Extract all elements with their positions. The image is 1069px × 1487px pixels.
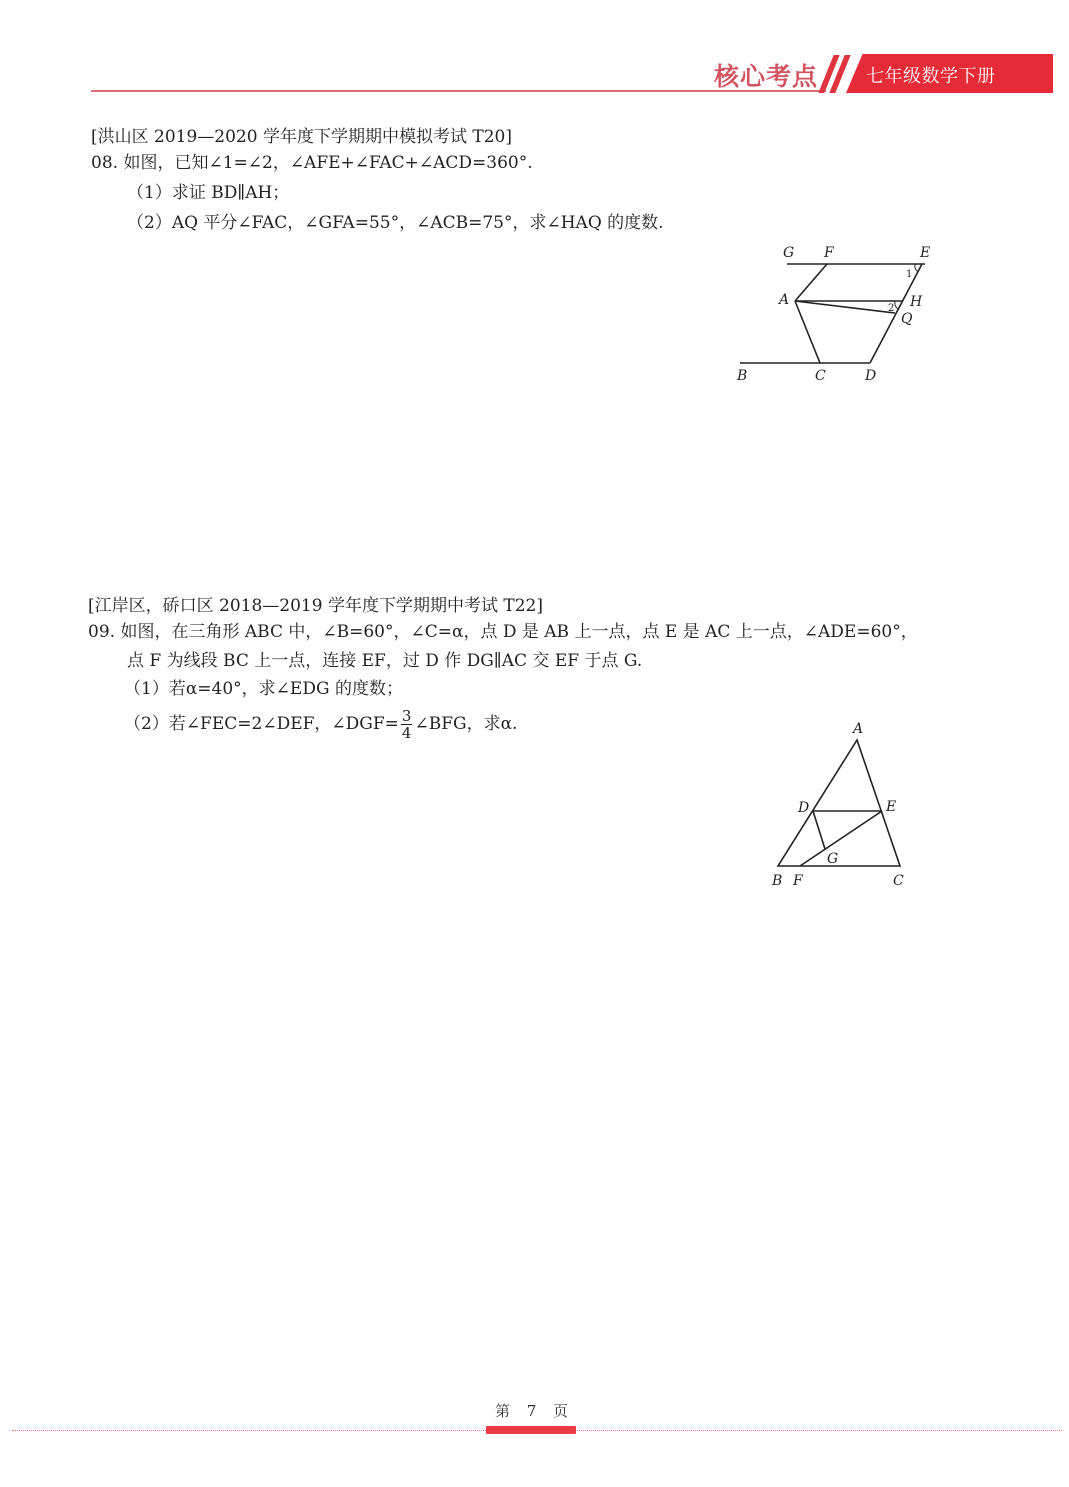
footer-accent-bar <box>486 1426 576 1434</box>
label-B: B <box>772 873 783 889</box>
header-title: 核心考点 <box>714 62 819 91</box>
problem-08-part-2: （2）AQ 平分∠FAC，∠GFA=55°，∠ACB=75°，求∠HAQ 的度数. <box>127 213 664 233</box>
problem-09-source: [江岸区，硚口区 2018—2019 学年度下学期期中考试 T22] <box>88 596 543 616</box>
problem-09-stem-row <box>88 622 918 642</box>
label-B: B <box>737 368 748 384</box>
problem-09-stem-line-1: 如图，在三角形 ABC 中，∠B=60°，∠C=α，点 D 是 AB 上一点，点 E 是 AC 上一点，∠ADE=60°， <box>120 622 918 642</box>
problem-08-source: [洪山区 2019—2020 学年度下学期期中模拟考试 T20] <box>91 127 512 147</box>
problem-09-figure <box>765 718 915 893</box>
problem-09-part-2-suffix: ∠BFG，求α. <box>414 714 518 734</box>
problem-08-stem-row <box>91 153 533 173</box>
problem-09-part-2-prefix: （2）若∠FEC=2∠DEF，∠DGF= <box>124 714 399 734</box>
label-angle-2: 2 <box>888 303 895 314</box>
header-band-label: 七年级数学下册 <box>866 66 996 87</box>
problem-09-part-1: （1）若α=40°，求∠EDG 的度数； <box>124 679 403 699</box>
problem-08-number: 08. <box>91 153 119 173</box>
label-F: F <box>793 873 803 889</box>
label-H: H <box>910 294 923 310</box>
label-angle-1: 1 <box>906 269 913 280</box>
label-Q: Q <box>901 311 913 327</box>
label-C: C <box>815 368 826 384</box>
label-F: F <box>824 245 834 261</box>
problem-08-figure <box>730 240 950 390</box>
label-E: E <box>920 245 931 261</box>
label-D: D <box>865 368 877 384</box>
label-D: D <box>798 800 810 816</box>
fraction-three-quarters: $\frac{3}{4}$ <box>401 707 412 742</box>
label-A: A <box>779 292 790 308</box>
label-G: G <box>827 851 839 867</box>
problem-09-number: 09. <box>88 622 116 642</box>
problem-08-stem: 如图，已知∠1=∠2，∠AFE+∠FAC+∠ACD=360°. <box>123 153 533 173</box>
page-number: 第 7 页 <box>494 1402 575 1420</box>
label-C: C <box>893 873 904 889</box>
label-A: A <box>853 721 864 737</box>
problem-09-part-2 <box>124 708 517 741</box>
problem-09-stem-line-2: 点 F 为线段 BC 上一点，连接 EF，过 D 作 DG∥AC 交 EF 于点 G. <box>127 651 643 671</box>
label-G: G <box>783 245 795 261</box>
problem-08-part-1: （1）求证 BD∥AH； <box>127 183 290 203</box>
label-E: E <box>886 799 897 815</box>
